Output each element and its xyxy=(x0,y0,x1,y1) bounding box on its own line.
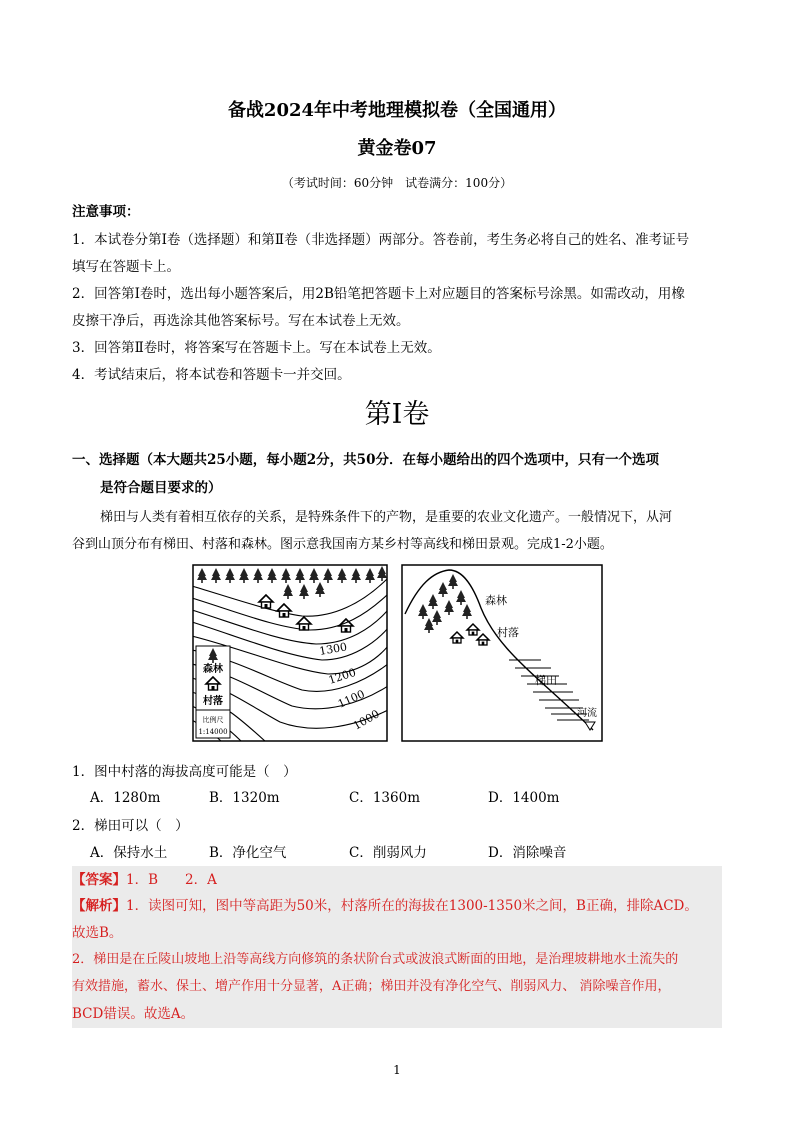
notice-line: 3．回答第Ⅱ卷时，将答案写在答题卡上。写在本试卷上无效。 xyxy=(72,340,441,356)
legend-forest-label: 森林 xyxy=(203,664,223,675)
page-number: 1 xyxy=(393,1063,401,1077)
profile-river-label: 河流 xyxy=(577,708,597,719)
contour-label: 1100 xyxy=(335,687,367,711)
scale-value: 1:14000 xyxy=(198,728,228,736)
q1-option-d: D．1400m xyxy=(488,790,560,806)
contour-label: 1300 xyxy=(318,640,349,658)
notice-line: 皮擦干净后，再选涂其他答案标号。写在本试卷上无效。 xyxy=(72,313,410,329)
section-heading-cont: 是符合题目要求的） xyxy=(100,480,222,496)
legend-village-label: 村落 xyxy=(203,696,223,707)
question-2-stem: 2．梯田可以（ ） xyxy=(72,818,189,834)
notice-line: 2．回答第Ⅰ卷时，选出每小题答案后，用2B铅笔把答题卡上对应题目的答案标号涂黑。如需改动，用橡 xyxy=(72,286,685,302)
volume-title: 第Ⅰ卷 xyxy=(364,399,430,430)
q1-option-b: B．1320m xyxy=(209,790,280,806)
map-legend xyxy=(196,646,230,738)
paper-subtitle: 黄金卷07 xyxy=(357,138,437,159)
profile-village-label: 村落 xyxy=(497,626,519,639)
profile-frame xyxy=(402,565,602,741)
contour-label: 1200 xyxy=(326,665,358,687)
page-title: 备战2024年中考地理模拟卷（全国通用） xyxy=(227,100,567,121)
intro-text: 谷到山顶分布有梯田、村落和森林。图示意我国南方某乡村等高线和梯田景观。完成1-2小题。 xyxy=(72,537,613,552)
intro-text: 梯田与人类有着相互依存的关系，是特殊条件下的产物，是重要的农业文化遗产。一般情况下，从河 xyxy=(100,510,673,525)
contour-label: 1000 xyxy=(351,707,382,733)
section-heading: 一、选择题（本大题共25小题，每小题2分，共50分．在每小题给出的四个选项中，只有一个选项 xyxy=(72,452,659,468)
notice-line: 1．本试卷分第Ⅰ卷（选择题）和第Ⅱ卷（非选择题）两部分。答卷前，考生务必将自己的姓名、准考证号 xyxy=(72,232,690,248)
question-1-stem: 1．图中村落的海拔高度可能是（ ） xyxy=(72,764,297,780)
scale-label: 比例尺 xyxy=(202,716,224,724)
notice-line: 4．考试结束后，将本试卷和答题卡一并交回。 xyxy=(72,367,351,383)
profile-forest-label: 森林 xyxy=(485,594,507,607)
analysis-line: 故选B。 xyxy=(72,925,123,941)
analysis-line: 【解析】1．读图可知，图中等高距为50米，村落所在的海拔在1300-1350米之间，B正确，排除ACD。 xyxy=(72,898,698,914)
analysis-line: BCD错误。故选A。 xyxy=(72,1006,195,1022)
exam-info: （考试时间：60分钟 试卷满分：100分） xyxy=(281,176,513,190)
terrace-profile-figure xyxy=(401,564,603,742)
q2-option-c: C．削弱风力 xyxy=(349,845,427,861)
profile-terrace-label: 梯田 xyxy=(535,674,557,687)
answer-line: 【答案】1．B 2．A xyxy=(72,872,217,888)
notice-line: 填写在答题卡上。 xyxy=(72,259,180,275)
q2-option-b: B．净化空气 xyxy=(209,845,287,861)
analysis-line: 有效措施，蓄水、保土、增产作用十分显著，A正确；梯田并没有净化空气、削弱风力、 消除噪音作用， xyxy=(72,979,671,994)
q1-option-a: A．1280m xyxy=(90,790,161,806)
contour-map-figure xyxy=(192,564,388,742)
q1-option-c: C．1360m xyxy=(349,790,421,806)
q2-option-a: A．保持水土 xyxy=(90,845,168,861)
notice-heading: 注意事项： xyxy=(72,204,140,220)
q2-option-d: D．消除噪音 xyxy=(488,845,567,861)
analysis-line: 2．梯田是在丘陵山坡地上沿等高线方向修筑的条状阶台式或波浪式断面的田地，是治理坡耕地水土流失的 xyxy=(72,952,679,967)
